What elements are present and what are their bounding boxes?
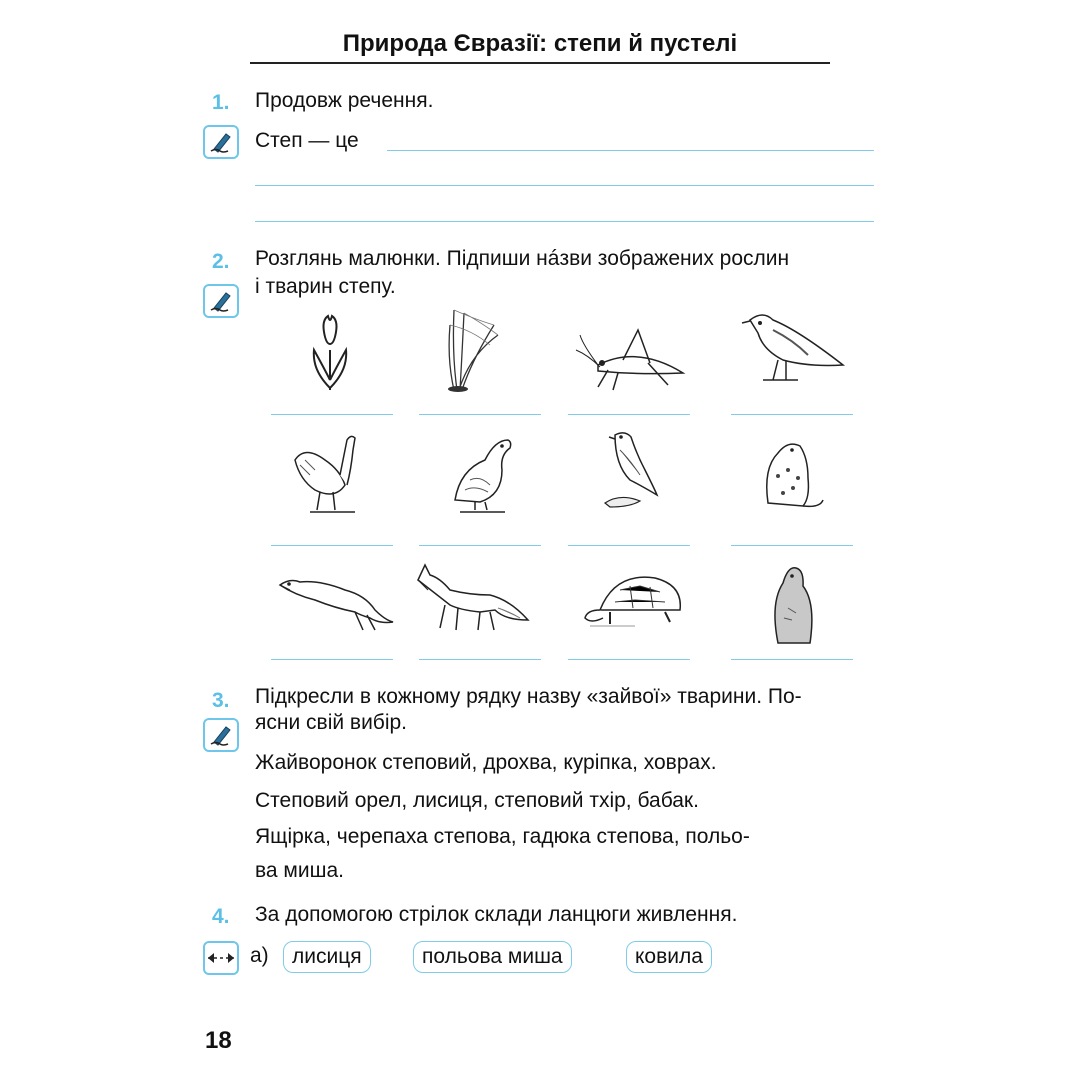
- task1-number: 1.: [212, 91, 230, 114]
- answer-line[interactable]: [255, 185, 874, 186]
- word-card[interactable]: лисиця: [283, 941, 371, 973]
- pencil-hand-icon: [203, 284, 239, 318]
- task3-row[interactable]: Ящірка, черепаха степова, гадюка степова, польо-: [255, 825, 750, 848]
- task4-instruction: За допомогою стрілок склади ланцюги живлення.: [255, 903, 738, 926]
- task3-number: 3.: [212, 689, 230, 712]
- answer-line[interactable]: [731, 545, 853, 546]
- answer-line[interactable]: [731, 659, 853, 660]
- task3-instruction-line1: Підкресли в кожному рядку назву «зайвої» тварини. По-: [255, 685, 802, 708]
- bustard-picture: [285, 430, 405, 520]
- answer-line[interactable]: [568, 414, 690, 415]
- task3-row[interactable]: Степовий орел, лисиця, степовий тхір, бабак.: [255, 789, 699, 812]
- fox-picture: [410, 560, 530, 650]
- grasshopper-picture: [568, 315, 688, 405]
- answer-line[interactable]: [271, 659, 393, 660]
- answer-line[interactable]: [387, 150, 874, 151]
- answer-line[interactable]: [419, 414, 541, 415]
- pencil-hand-icon: [203, 718, 239, 752]
- task2-instruction-line2: і тварин степу.: [255, 275, 396, 298]
- turtle-picture: [575, 560, 695, 650]
- lark-picture: [738, 305, 858, 395]
- task3-row[interactable]: Жайворонок степовий, дрохва, куріпка, ховрах.: [255, 751, 717, 774]
- answer-line[interactable]: [271, 545, 393, 546]
- task3-row[interactable]: ва миша.: [255, 859, 344, 882]
- tulip-picture: [272, 310, 392, 400]
- answer-line[interactable]: [568, 545, 690, 546]
- partridge-picture: [440, 430, 560, 520]
- task2-number: 2.: [212, 250, 230, 273]
- task3-instruction-line2: ясни свій вибір.: [255, 711, 408, 734]
- answer-line[interactable]: [271, 414, 393, 415]
- gopher-picture: [748, 428, 868, 518]
- task4-item-label: а): [250, 944, 269, 967]
- word-card[interactable]: польова миша: [413, 941, 572, 973]
- page-title: Природа Євразії: степи й пустелі: [250, 30, 830, 64]
- falcon-picture: [585, 425, 705, 515]
- answer-line[interactable]: [419, 659, 541, 660]
- answer-line[interactable]: [255, 221, 874, 222]
- feather-grass-picture: [402, 305, 522, 395]
- task4-number: 4.: [212, 905, 230, 928]
- task1-prompt: Степ — це: [255, 129, 359, 152]
- answer-line[interactable]: [419, 545, 541, 546]
- task1-instruction: Продовж речення.: [255, 89, 434, 112]
- arrows-icon: [203, 941, 239, 975]
- answer-line[interactable]: [568, 659, 690, 660]
- ferret-picture: [275, 560, 395, 650]
- marmot-picture: [748, 558, 868, 648]
- answer-line[interactable]: [731, 414, 853, 415]
- task2-instruction-line1: Розглянь малюнки. Підпиши нáзви зображених рослин: [255, 247, 790, 270]
- page-number: 18: [205, 1027, 232, 1054]
- word-card[interactable]: ковила: [626, 941, 712, 973]
- pencil-hand-icon: [203, 125, 239, 159]
